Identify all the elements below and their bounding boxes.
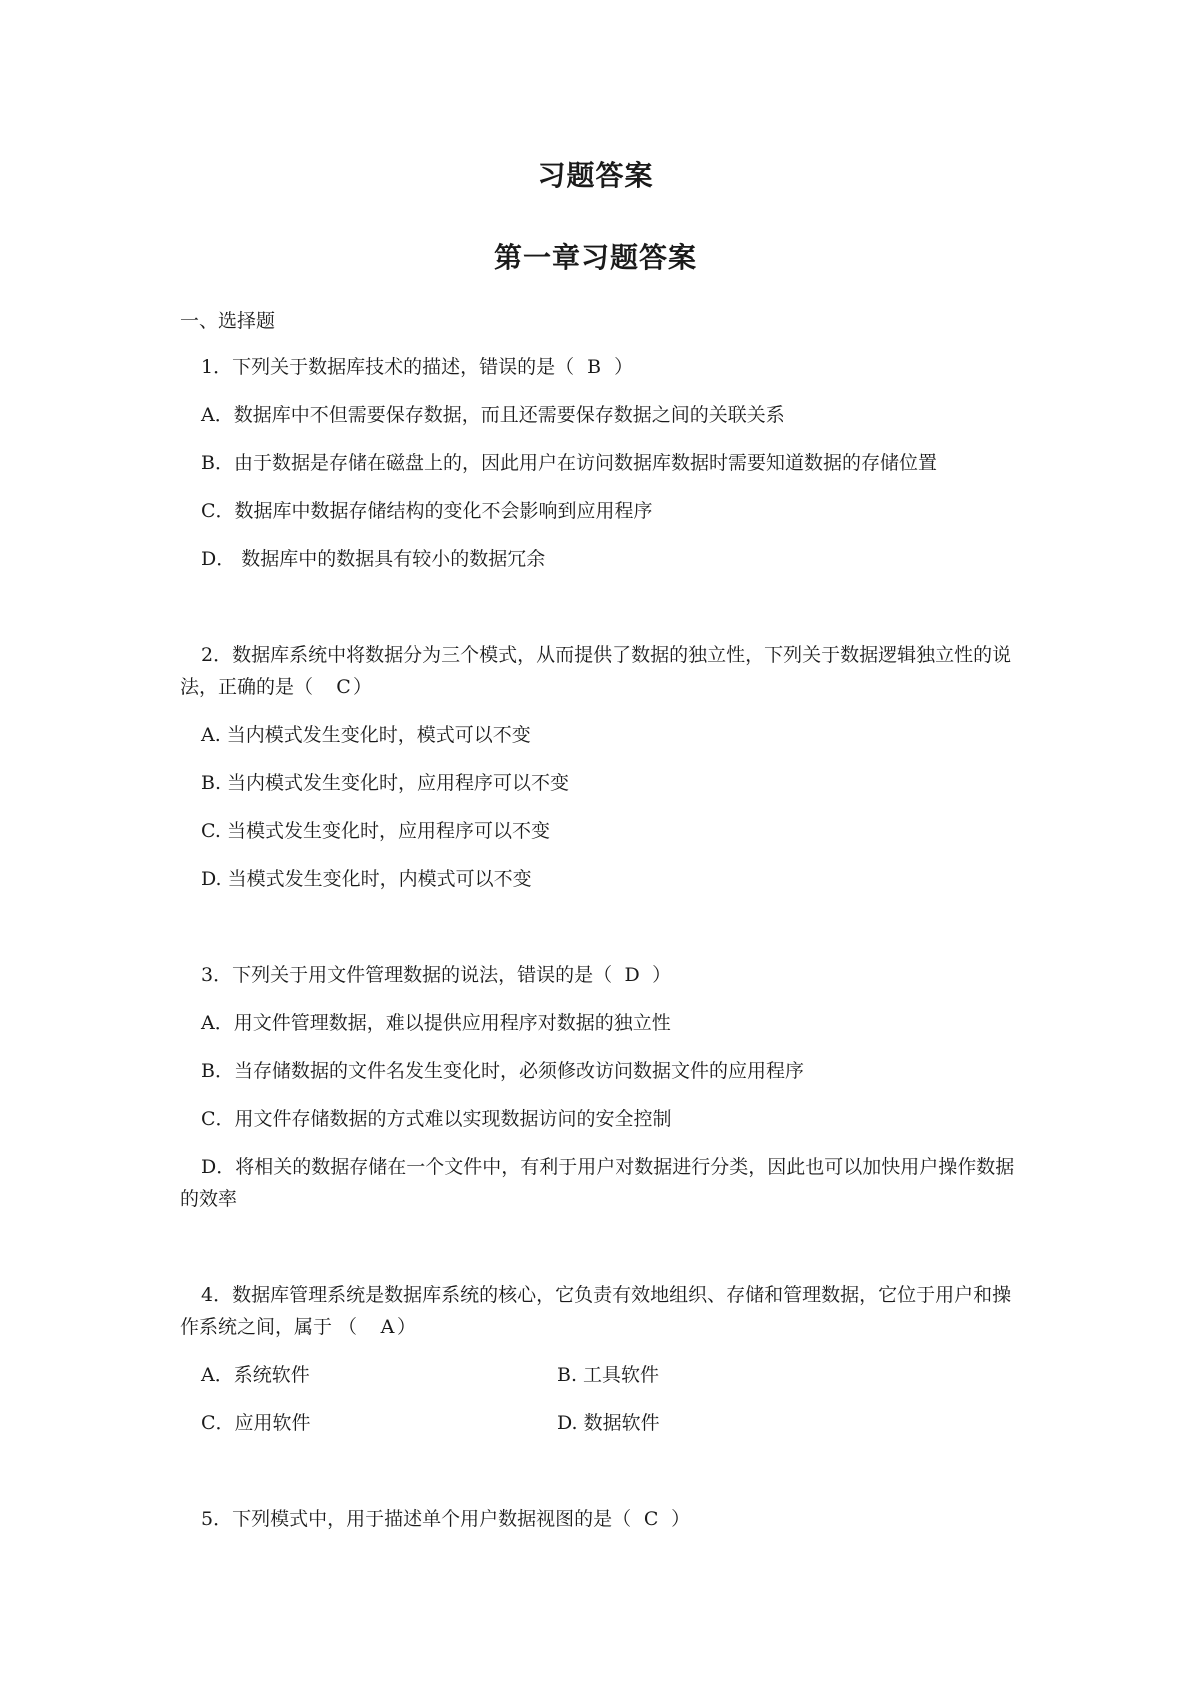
stem-close: ） [353, 676, 373, 698]
stem-close: ） [397, 1316, 417, 1338]
option-d: D．将相关的数据存储在一个文件中，有利于用户对数据进行分类，因此也可以加快用户操作数据的效率 [180, 1156, 1015, 1210]
answer-letter: C [643, 1508, 659, 1530]
option-b: B. 当内模式发生变化时，应用程序可以不变 [201, 772, 570, 794]
stem-text: 2．数据库系统中将数据分为三个模式，从而提供了数据的独立性，下列关于数据逻辑独立性的说法，正确的是（ [180, 644, 1012, 698]
question-2 [180, 639, 1020, 895]
question-5 [180, 1503, 1020, 1535]
chapter-title: 第一章习题答案 [493, 241, 697, 274]
question-3 [180, 959, 1020, 1215]
option-b: B. 工具软件 [557, 1364, 660, 1386]
question-stem [180, 639, 1020, 703]
spacer [180, 1231, 1020, 1279]
spacer [180, 911, 1020, 959]
option-a: A．数据库中不但需要保存数据，而且还需要保存数据之间的关联关系 [201, 404, 785, 426]
option-c: C．应用软件 [201, 1412, 311, 1434]
option-d: D． 数据库中的数据具有较小的数据冗余 [201, 548, 546, 570]
stem-close: ） [614, 356, 634, 378]
stem-close: ） [652, 964, 672, 986]
stem-text: 5．下列模式中，用于描述单个用户数据视图的是（ [201, 1508, 632, 1530]
document-body [180, 305, 1020, 1551]
spacer [180, 591, 1020, 639]
option-a: A．用文件管理数据，难以提供应用程序对数据的独立性 [201, 1012, 671, 1034]
question-stem [180, 959, 1020, 991]
answer-letter: A [380, 1316, 395, 1338]
question-stem [180, 351, 1020, 383]
question-4 [180, 1279, 1020, 1455]
option-b: B．当存储数据的文件名发生变化时，必须修改访问数据文件的应用程序 [201, 1060, 804, 1082]
spacer [180, 1455, 1020, 1503]
option-d: D. 数据软件 [557, 1412, 660, 1434]
options-grid [180, 1359, 1020, 1455]
question-stem [180, 1503, 1020, 1535]
option-d: D. 当模式发生变化时，内模式可以不变 [201, 868, 532, 890]
option-c: C．数据库中数据存储结构的变化不会影响到应用程序 [201, 500, 653, 522]
option-a: A. 当内模式发生变化时，模式可以不变 [201, 724, 531, 746]
stem-text: 3．下列关于用文件管理数据的说法，错误的是（ [201, 964, 613, 986]
answer-letter: C [336, 676, 351, 698]
option-c: C. 当模式发生变化时，应用程序可以不变 [201, 820, 550, 842]
question-stem [180, 1279, 1020, 1343]
stem-text: 4．数据库管理系统是数据库系统的核心，它负责有效地组织、存储和管理数据，它位于用户和操作系统之间，属于 （ [180, 1284, 1012, 1338]
option-c: C．用文件存储数据的方式难以实现数据访问的安全控制 [201, 1108, 672, 1130]
document-title: 习题答案 [537, 159, 654, 192]
question-1 [180, 351, 1020, 575]
stem-close: ） [671, 1508, 691, 1530]
answer-letter: B [587, 356, 602, 378]
section-heading: 一、选择题 [180, 310, 276, 332]
option-a: A．系统软件 [201, 1364, 310, 1386]
option-b: B．由于数据是存储在磁盘上的，因此用户在访问数据库数据时需要知道数据的存储位置 [201, 452, 937, 474]
stem-text: 1．下列关于数据库技术的描述，错误的是（ [201, 356, 575, 378]
answer-letter: D [624, 964, 640, 986]
